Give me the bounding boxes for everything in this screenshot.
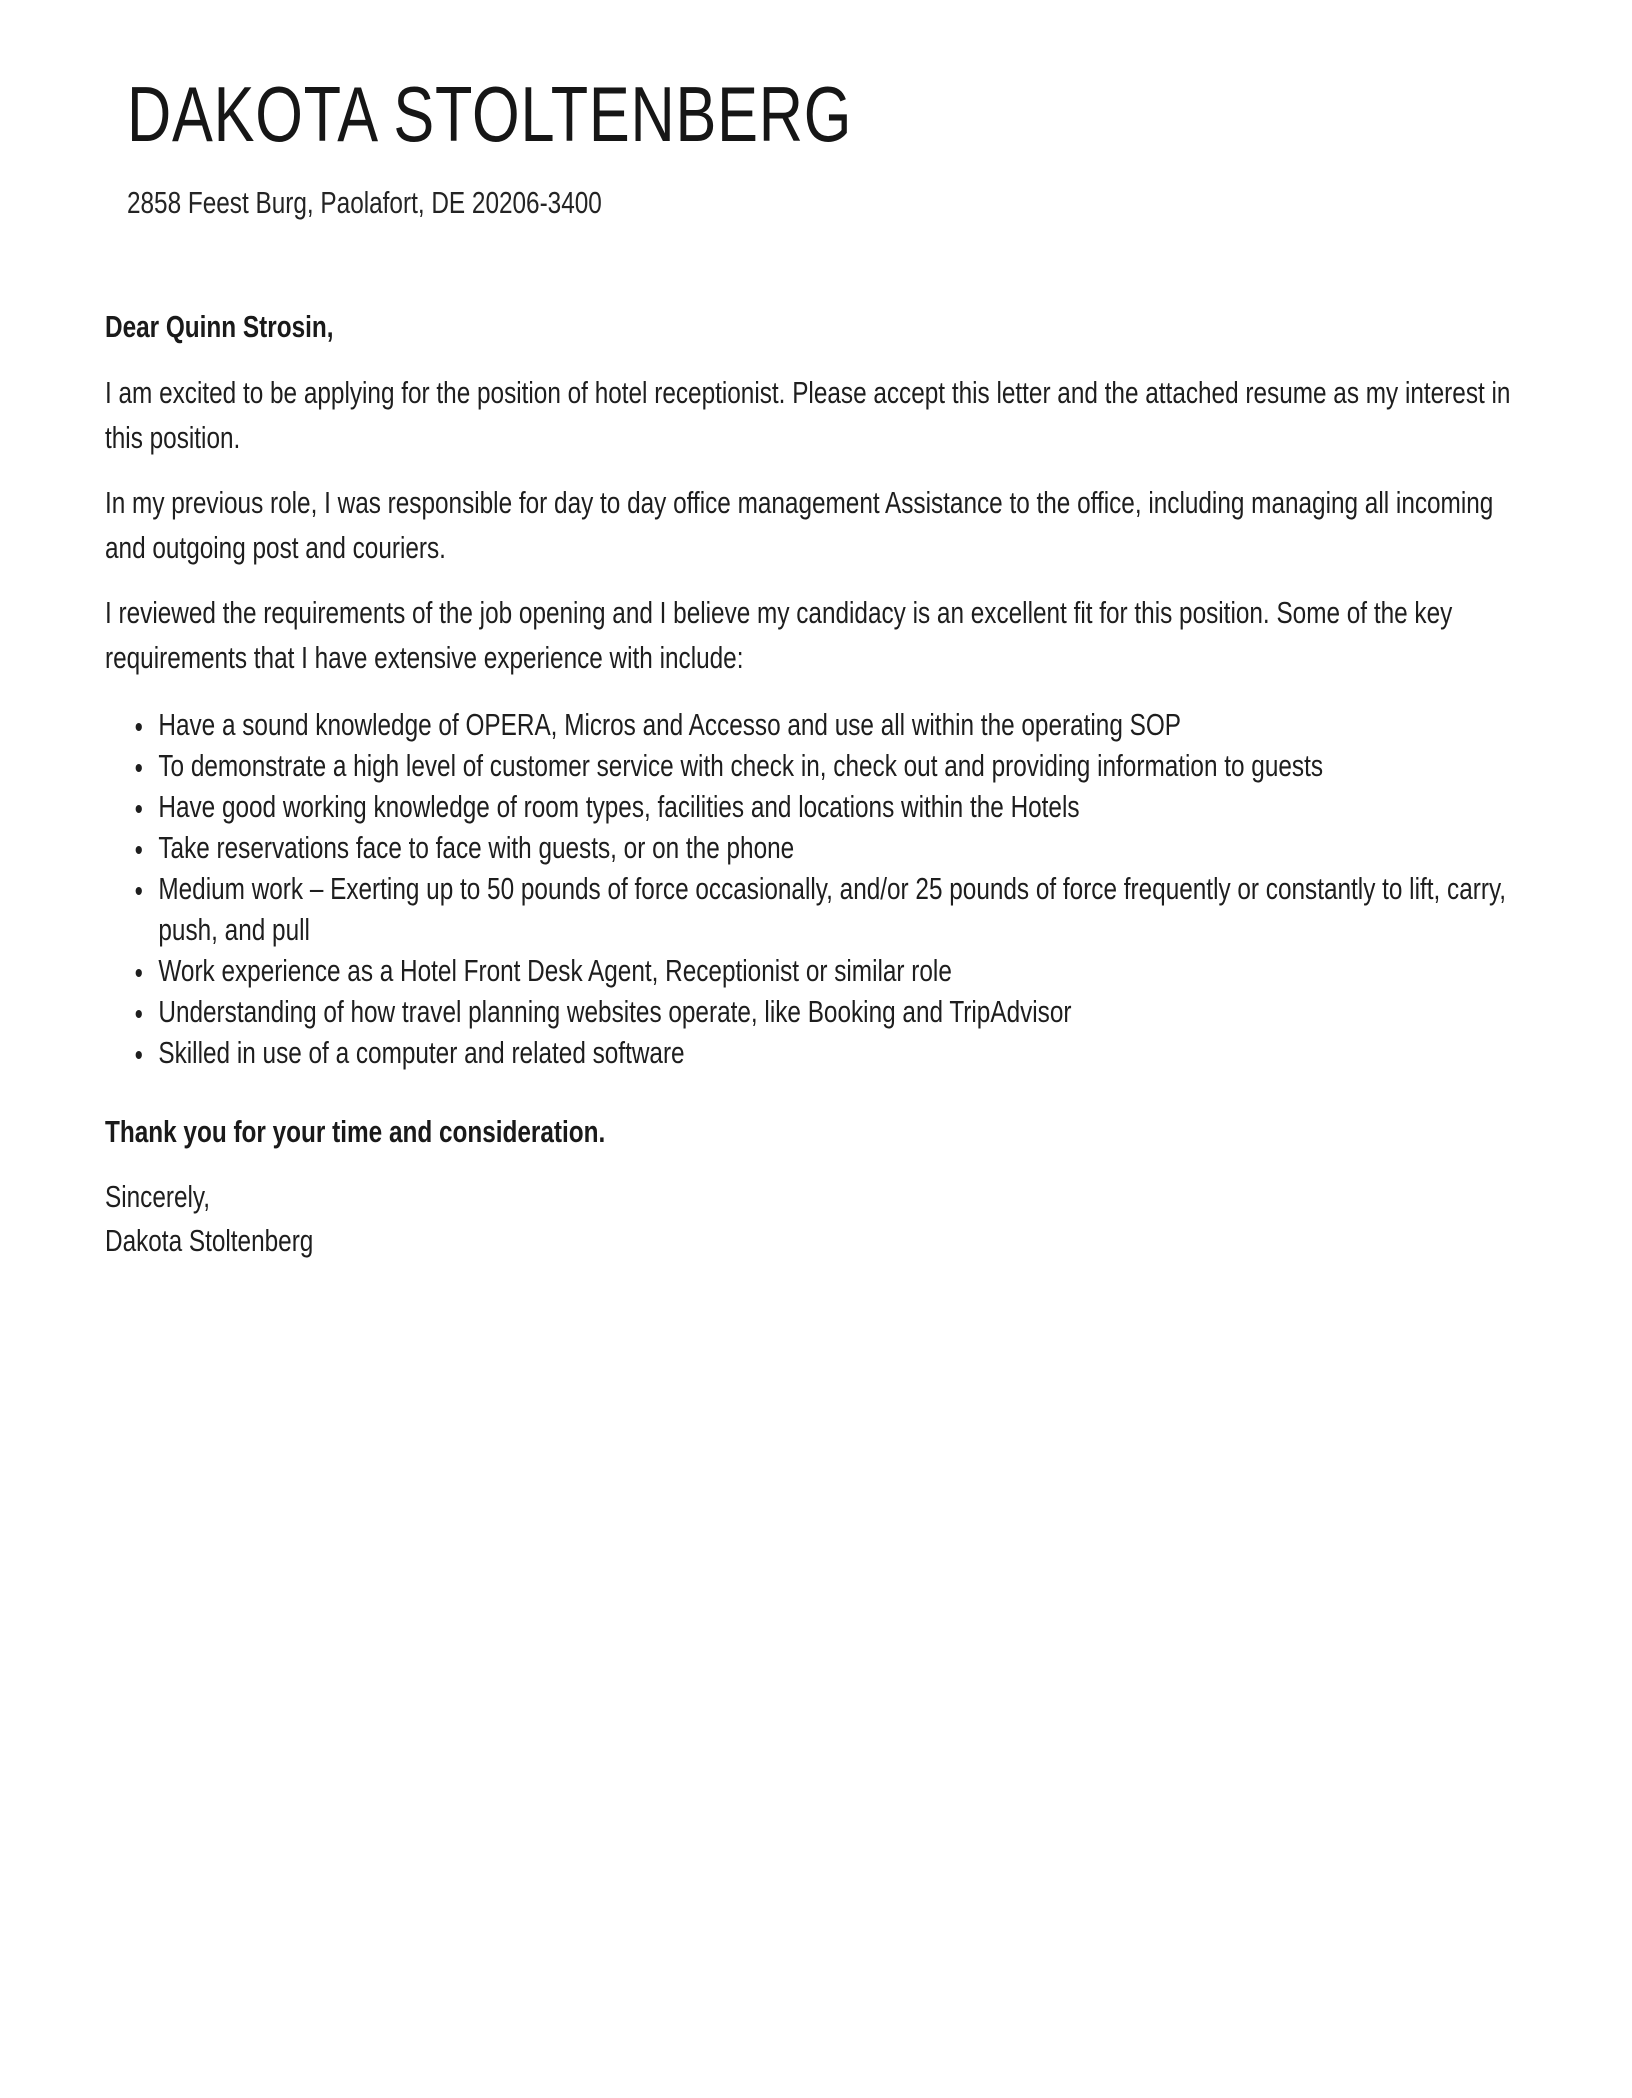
applicant-name-heading: DAKOTA STOLTENBERG xyxy=(126,70,853,158)
list-item: • Have good working knowledge of room types, facilities and locations within the Hotels xyxy=(154,786,1518,827)
list-item: • Have a sound knowledge of OPERA, Micros and Accesso and use all within the operating SOP xyxy=(154,704,1518,745)
sign-off: Sincerely, xyxy=(105,1179,211,1214)
list-item: • Medium work – Exerting up to 50 pounds of force occasionally, and/or 25 pounds of force frequently or constantly to lift, carry, push, and pull xyxy=(154,868,1518,950)
signature-name: Dakota Stoltenberg xyxy=(105,1223,314,1258)
salutation: Dear Quinn Strosin, xyxy=(105,309,334,344)
list-item: • Work experience as a Hotel Front Desk Agent, Receptionist or similar role xyxy=(154,950,1518,991)
applicant-address: 2858 Feest Burg, Paolafort, DE 20206-3400 xyxy=(126,185,602,220)
paragraph-previous-role: In my previous role, I was responsible for day to day office management Assistance to the office, including managing all incoming and outgoing post and couriers. xyxy=(105,485,1494,565)
list-item: • To demonstrate a high level of customer service with check in, check out and providing information to guests xyxy=(154,745,1518,786)
paragraph-intro: I am excited to be applying for the position of hotel receptionist. Please accept this letter and the attached resume as my interest in this position. xyxy=(105,375,1511,455)
sign-off-block xyxy=(105,1175,1518,1263)
list-item: • Skilled in use of a computer and related software xyxy=(154,1032,1518,1073)
requirements-list xyxy=(105,704,1518,1073)
letter-header xyxy=(105,70,1518,224)
paragraph-requirements-lead: I reviewed the requirements of the job opening and I believe my candidacy is an excellent fit for this position. Some of the key requirements that I have extensive experience with include: xyxy=(105,595,1453,675)
list-item: • Take reservations face to face with guests, or on the phone xyxy=(154,827,1518,868)
closing-thanks: Thank you for your time and consideration. xyxy=(105,1114,606,1149)
list-item: • Understanding of how travel planning websites operate, like Booking and TripAdvisor xyxy=(154,991,1518,1032)
letter-content xyxy=(105,0,1518,1263)
